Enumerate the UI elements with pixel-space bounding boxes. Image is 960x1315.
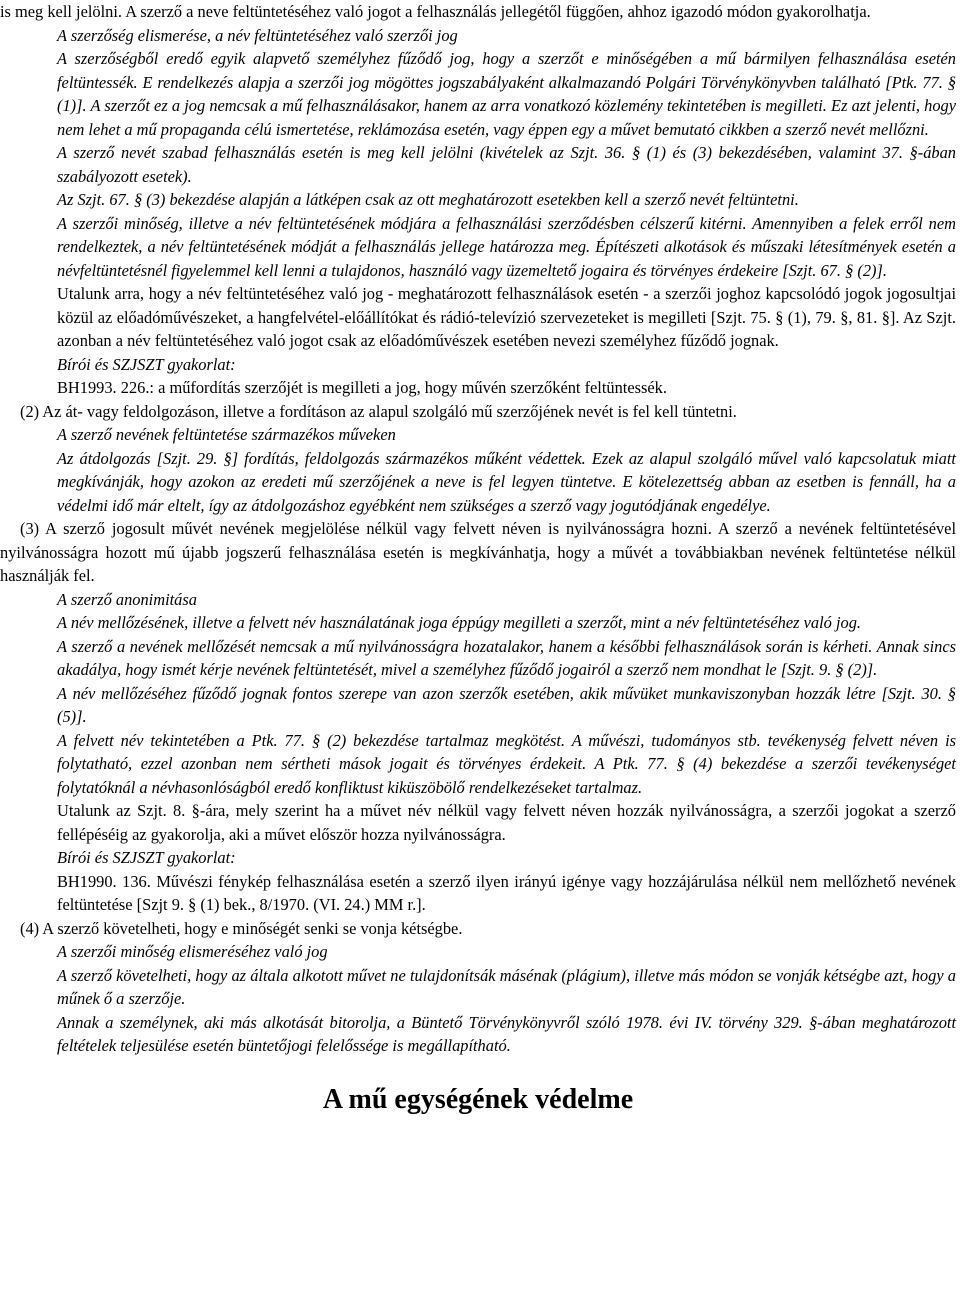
paragraph: BH1993. 226.: a műfordítás szerzőjét is megilleti a jog, hogy művén szerzőként feltüntessék. — [57, 378, 667, 397]
paragraph: A szerző nevét szabad felhasználás esetén is meg kell jelölni (kivételek az Szjt. 36. § (1) és (3) bekezdésében, valamint 37. §-ában szabályozott esetek). — [57, 143, 956, 186]
paragraph: Annak a személynek, aki más alkotását bitorolja, a Büntető Törvénykönyvről szóló 1978. évi IV. törvény 329. §-ában meghatározott feltételek teljesülése esetén büntetőjogi felelőssége is megállapítható. — [57, 1012, 956, 1055]
paragraph: A szerzői minőség, illetve a név feltüntetésének módjára a felhasználási szerződésben célszerű kitérni. Amennyiben a felek erről nem rendelkeztek, a név feltüntetésének módját a felhasználás jellege határozza meg. Építészeti alkotások és műszaki létesítmények esetén a névfeltüntetésnél figyelemmel kell lenni a tulajdonos, használó vagy üzemeltető jogaira és törvényes érdekeire [Szjt. 67. § (2)]. — [57, 213, 956, 280]
paragraph: A szerző követelheti, hogy az általa alkotott művet ne tulajdonítsák másénak (plágium), illetve más módon se vonják kétségbe azt, hogy a műnek ő a szerzője. — [57, 965, 956, 1008]
paragraph: A név mellőzéséhez fűződő jognak fontos szerepe van azon szerzők esetében, akik művüket munkaviszonyban hozzák létre [Szjt. 30. § (5)]. — [57, 683, 956, 726]
paragraph: A szerző anonimitása — [57, 589, 197, 609]
paragraph: A szerzőségből eredő egyik alapvető személyhez fűződő jog, hogy a szerzőt e minőségében a mű bármilyen felhasználása esetén feltüntessék. E rendelkezés alapja a szerzői jog mögöttes jogszabályaként alkalmazandó Polgári Törvénykönyvben található [Ptk. 77. § (1)]. A szerzőt ez a jog nemcsak a mű felhasználásakor, hanem az arra vonatkozó közlemény tekintetében is megilleti. Ez azt jelenti, hogy nem lehet a mű propaganda célú ismertetése, reklámozása esetén, vagy éppen egy a művet bemutató cikkben a szerző nevét mellőzni. — [57, 49, 956, 139]
paragraph: BH1990. 136. Művészi fénykép felhasználása esetén a szerző ilyen irányú igénye vagy hozzájárulása nélkül nem mellőzhető nevének feltüntetése [Szjt 9. § (1) bek., 8/1970. (VI. 24.) MM r.]. — [57, 871, 956, 914]
paragraph: Az átdolgozás [Szjt. 29. §] fordítás, feldolgozás származékos műként védettek. Ezek az alapul szolgáló művel való kapcsolatuk miatt megkívánják, hogy azokon az eredeti mű szerzőjének a neve is fel legyen tüntetve. E kötelezettség abban az esetben is fennáll, ha a védelmi idő már eltelt, így az átdolgozáshoz egyébként nem szükséges a szerző vagy jogutódjának engedélye. — [57, 448, 956, 515]
paragraph: A szerző nevének feltüntetése származékos műveken — [57, 425, 396, 444]
paragraph: Utalunk az Szjt. 8. §-ára, mely szerint ha a művet név nélkül vagy felvett néven hozzák nyilvánosságra, a szerzői jogokat a szerző fellépéséig az gyakorolja, aki a művet először hozza nyilvánosságra. — [57, 801, 956, 844]
paragraph: Utalunk arra, hogy a név feltüntetéséhez való jog - meghatározott felhasználások esetén - a szerzői joghoz kapcsolódó jogok jogosultjai közül az előadóművészeket, a hangfelvétel-előállítókat és rádió-televízió szervezeteket is megilleti [Szjt. 75. § (1), 79. §, 81. §]. Az Szjt. azonban a név feltüntetéséhez való jogot csak az előadóművészek esetében nevezi személyhez fűződő jognak. — [57, 284, 956, 350]
paragraph: Bírói és SZJSZT gyakorlat: — [57, 848, 236, 867]
paragraph: Bírói és SZJSZT gyakorlat: — [57, 354, 236, 374]
paragraph: A név mellőzésének, illetve a felvett név használatának joga éppúgy megilleti a szerzőt, mint a név feltüntetéséhez való jog. — [57, 613, 861, 632]
paragraph: A szerző a nevének mellőzését nemcsak a mű nyilvánosságra hozatalakor, hanem a későbbi felhasználások során is kérheti. Annak sincs akadálya, hogy ismét kérje nevének feltüntetését, mivel a személyhez fűződő jogairól a szerző nem mondhat le [Szjt. 9. § (2)]. — [57, 636, 956, 679]
section-heading: A mű egységének védelme — [322, 1083, 634, 1115]
paragraph: (2) Az át- vagy feldolgozáson, illetve a fordításon az alapul szolgáló mű szerzőjének nevét is fel kell tüntetni. — [20, 401, 737, 421]
paragraph: (4) A szerző követelheti, hogy e minőségét senki se vonja kétségbe. — [20, 918, 463, 938]
paragraph: A szerzői minőség elismeréséhez való jog — [57, 942, 328, 961]
paragraph: A szerzőség elismerése, a név feltüntetéséhez való szerzői jog — [57, 25, 458, 45]
paragraph: Az Szjt. 67. § (3) bekezdése alapján a látképen csak az ott meghatározott esetekben kell a szerző nevét feltüntetni. — [57, 190, 799, 209]
paragraph: (3) A szerző jogosult művét nevének megjelölése nélkül vagy felvett néven is nyilvánosságra hozni. A szerző a nevének feltüntetésével nyilvánosságra hozott mű újabb jogszerű felhasználása esetén is megkívánhatja, hogy a művét a továbbiakban nevének feltüntetése nélkül használják fel. — [0, 519, 956, 585]
paragraph: A felvett név tekintetében a Ptk. 77. § (2) bekezdése tartalmaz megkötést. A művészi, tudományos stb. tevékenység felvett néven is folytatható, ezzel azonban nem sértheti mások jogait és törvényes érdekeit. A Ptk. 77. § (4) bekezdése a szerzői tevékenységet folytatóknál a névhasonlóságból eredő konfliktust kiküszöbölő rendelkezéseket tartalmaz. — [57, 730, 956, 797]
paragraph: is meg kell jelölni. A szerző a neve feltüntetéséhez való jogot a felhasználás jellegétől függően, ahhoz igazodó módon gyakorolhatja. — [0, 2, 871, 21]
